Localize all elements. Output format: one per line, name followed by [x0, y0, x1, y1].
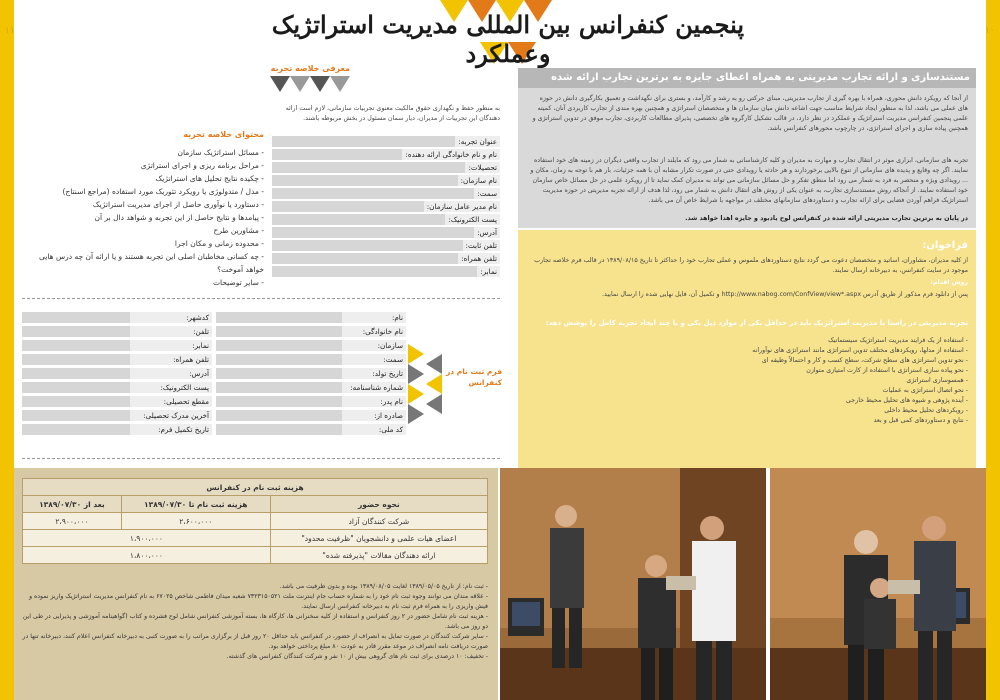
fee-cell: اعضای هیات علمی و دانشجویان "ظرفیت محدود" — [270, 530, 487, 547]
field-label: سازمان: — [342, 340, 406, 351]
field-label: نام: — [342, 312, 406, 323]
fee-cell: شرکت کنندگان آزاد — [270, 513, 487, 530]
position-field[interactable] — [216, 354, 342, 365]
list-item: - سایر توضیحات — [212, 278, 264, 287]
documentation-paragraph-2: تجربه های سازمانی، ابزاری موثر در انتقال تجارب و مهارت به مدیران و کلیه کارشناسانی به شمار می رود که مایلند از تجارب واقعی دیگران در زمینه های خود استفاده نمایند. اگر چه وقایع و پدیده های سازمانی از تنوع بالایی برخوردارند و هر حادثه یا رویدادی حتی در صورت تکرار مشابه آن با همه جزئیات، بار هم با توجه به زمان، مکان و ... رویدادی ویژه و منحصر به فرد به شمار می رود اما منطق تفکر و حل مسائل سازمانی می تواند به مدیران کمک نماید تا از رویکرد علمی در حل مسائل خاص سازمان خود استفاده نمایند. از آنجاکه روش مستندسازی تجارب، به عنوان یکی از روش های انتقال دانش به شمار می رود، لذا هدف از ارائه تجربه مدیریتی در حوزه مدیریت استراتژیک فراهم آوردن فضایی برای ارائه تجارب و دستاوردهای سازمانهای مختلف در مواجهه با شرایط خاص آن می باشد. — [530, 157, 968, 204]
education-field[interactable] — [272, 162, 465, 173]
right-page-edge — [986, 0, 1000, 700]
summary-banner-triangles — [270, 70, 350, 100]
fee-cell: ۱،۸۰۰،۰۰۰ — [23, 547, 271, 564]
registration-column-left — [22, 312, 212, 438]
field-label: کدشهر: — [130, 312, 212, 323]
fee-header-type: نحوه حضور — [270, 496, 487, 513]
list-item: - رویکردهای تحلیل محیط داخلی — [884, 407, 968, 414]
list-item: - همسوسازی استراتژی — [906, 377, 968, 384]
summary-intro: به منظور حفظ و نگهداری حقوق مالکیت معنوی تجربیات سازمانی، لازم است ارائه دهندگان این تجربیات از مدیران، دیار سمان مسئول در بخش مربوطه باشند. — [285, 105, 500, 122]
summary-banner: معرفی خلاصه تجربه — [270, 64, 350, 73]
first-name-field[interactable] — [216, 312, 342, 323]
list-item: - مراحل برنامه ریزی و اجرای استراتژی — [140, 161, 264, 170]
field-label: نام مدیر عامل سازمان: — [424, 201, 500, 212]
divider — [22, 298, 500, 299]
form-date-field[interactable] — [22, 424, 130, 435]
page-number-right: ۱۰ — [985, 26, 995, 36]
mobile-field[interactable] — [22, 354, 130, 365]
fee-header-after: بعد از ۱۳۸۹/۰۷/۳۰ — [23, 496, 122, 513]
father-name-field[interactable] — [216, 396, 342, 407]
ceo-name-field[interactable] — [272, 201, 424, 212]
page-number-left: ۱۱ — [5, 26, 15, 36]
content-heading: محتوای خلاصه تجربه — [183, 130, 264, 139]
field-label: تلفن ثابت: — [463, 240, 500, 251]
registration-column-right — [216, 312, 406, 438]
fee-header-before: هزینه ثبت نام تا ۱۳۸۹/۰۷/۳۰ — [121, 496, 270, 513]
table-row — [23, 513, 488, 530]
email-field[interactable] — [22, 382, 130, 393]
list-item: - مسائل استراتژیک سازمان — [177, 148, 264, 157]
id-number-field[interactable] — [216, 382, 342, 393]
position-field[interactable] — [272, 188, 474, 199]
list-item: - استفاده از یک فرایند مدیریت استراتژیک سیستماتیک — [828, 337, 968, 344]
field-label: تلفن همراه: — [130, 354, 212, 365]
fee-table-title: هزینه ثبت نام در کنفرانس — [23, 479, 488, 496]
field-label: تاریخ تولد: — [342, 368, 406, 379]
field-label: صادره از: — [342, 410, 406, 421]
last-name-field[interactable] — [216, 326, 342, 337]
field-label: پست الکترونیک: — [130, 382, 212, 393]
field-label: کد ملی: — [342, 424, 406, 435]
documentation-paragraph-1: از آنجا که رویکرد دانش محوری، همراه با بهره گیری از تجارب مدیریتی، مبنای حرکتی رو به رشد و کارآمد، و بستری برای نگهداشت و تعمیق بکارگیری دانش در حوزه های عملی می باشد، لذا به منظور ایجاد شرایط مناسب جهت اشاعه دانش میان سازمان ها و متخصصان استراتژی و همچنین بهره مندی از تجارب کاربردی آنان، کمیته علمی پنجمین کنفرانس مدیریت استراتژیک و عملکرد در نظر دارد، در قالب تشکیل کارگروه های تخصصی، پذیرای مطالعات کاربردی، تجارب موفق در تدوین استراتژی و همچنین پیاده سازی و اجرای استراتژی، در چارچوب محورهای کنفرانس باشد. — [532, 95, 968, 132]
field-label: نام خانوادگی: — [342, 326, 406, 337]
experience-title-field[interactable] — [272, 136, 455, 147]
list-item: - نحو تدوین استراتژی های سطح شرکت، سطح کسب و کار و احتمالاً وظیفه ای — [761, 357, 968, 364]
list-item: - آینده پژوهی و شیوه های تحلیل محیط خارجی — [846, 397, 968, 404]
left-page-edge — [0, 0, 14, 700]
divider — [22, 458, 500, 459]
list-item: - چه کسانی مخاطبان اصلی این تجربه هستند و یا ارائه آن چه درس هایی خواهد آموخت؟ — [39, 252, 264, 274]
list-item: - دستاورد یا نوآوری حاصل از اجرای مدیریت استراتژیک — [92, 200, 264, 209]
field-label: تلفن: — [130, 326, 212, 337]
method-text: پس از دانلود فرم مذکور از طریق آدرس http://www.nabog.com/ConfView/view*.aspx و تکمیل آن، فایل نهایی شده را ارسال نمایید. — [602, 291, 968, 298]
organization-field[interactable] — [272, 175, 458, 186]
address-field[interactable] — [22, 368, 130, 379]
last-degree-field[interactable] — [22, 410, 130, 421]
documentation-section — [518, 68, 976, 228]
phone-field[interactable] — [272, 240, 463, 251]
field-label: آخرین مدرک تحصیلی: — [130, 410, 212, 421]
summary-fields — [272, 136, 500, 279]
field-label: تحصیلات: — [465, 162, 500, 173]
fee-note: - ثبت نام: از تاریخ ۱۳۸۹/۰۵/۰۵ لغایت ۱۳۸۹/۰۸/۰۵ بوده و بدون ظرفیت می باشد. — [279, 583, 488, 590]
requirements-list — [528, 336, 968, 426]
requirements-note: تجربه مدیریتی در راستا یا مدیریت استراتژیک باید در حداقل یکی از موارد ذیل یکی و یا چند ایجاد تجربه کامل را پوشش دهد: — [545, 319, 968, 327]
education-level-field[interactable] — [22, 396, 130, 407]
presenter-name-field[interactable] — [272, 149, 402, 160]
registration-banner-triangles — [408, 344, 442, 424]
list-item: - نحو اتصال استراتژی به عملیات — [882, 387, 968, 394]
fee-note: - هزینه ثبت نام شامل حضور در ۲ روز کنفرانس و استفاده از کلیه سخنرانی ها، کارگاه ها، بسته آموزشی کنفرانس شامل لوح فشرده و کتاب (گواهینامه آموزشی و پذیرایی در طی این دو روز می باشد. — [22, 613, 488, 630]
documentation-heading: مستندسازی و ارائه تجارب مدیریتی به همراه اعطای جایزه به برترین تجارب ارائه شده — [551, 72, 970, 83]
award-note: در پایان به برترین تجارب مدیریتی ارائه شده در کنفرانس لوح یادبود و جایزه اهدا خواهد شد. — [685, 215, 968, 222]
list-item: - محدوده زمانی و مکان اجرا — [174, 239, 264, 248]
list-item: - نتایج و دستاوردهای کمی قبل و بعد — [873, 417, 968, 424]
fax-field[interactable] — [22, 340, 130, 351]
list-item: - مشاورین طرح — [213, 226, 264, 235]
address-field[interactable] — [272, 227, 474, 238]
method-label: روش اقدام: — [930, 279, 968, 286]
field-label: نمابر: — [130, 340, 212, 351]
field-label: نام سازمان: — [458, 175, 500, 186]
fee-table — [22, 478, 488, 564]
field-label: تلفن همراه: — [458, 253, 500, 264]
award-photo-left — [500, 468, 766, 700]
fee-cell: ارائه دهندگان مقالات "پذیرفته شده" — [270, 547, 487, 564]
field-label: مقطع تحصیلی: — [130, 396, 212, 407]
fee-cell: ۱،۹۰۰،۰۰۰ — [23, 530, 271, 547]
list-item: - استفاده از مدلها، رویکردهای مختلف تدوین استراتژی مانند استراتژی های نوآورانه — [752, 347, 968, 354]
field-label: شماره شناسنامه: — [342, 382, 406, 393]
page-title: پنجمین کنفرانس بین المللی مدیریت استراتژیک وعملکرد — [271, 10, 745, 68]
field-label: نام پدر: — [342, 396, 406, 407]
list-item: - مدل / متدولوژی یا رویکرد تئوریک مورد استفاده (مراجع اسنتاج) — [62, 187, 264, 196]
field-label: عنوان تجربه: — [455, 136, 500, 147]
list-item: - چکیده نتایج تحلیل های استراتژیک — [155, 174, 264, 183]
list-item: - پیامدها و نتایج حاصل از این تجربه و شواهد دال بر آن — [94, 213, 264, 222]
birth-date-field[interactable] — [216, 368, 342, 379]
registration-banner: فرم ثبت نام در کنفرانس — [445, 367, 502, 387]
field-label: نمابر: — [477, 266, 500, 277]
field-label: نام و نام خانوادگی ارائه دهنده: — [402, 149, 500, 160]
email-field[interactable] — [272, 214, 445, 225]
fee-cell: ۲،۹۰۰،۰۰۰ — [23, 513, 122, 530]
table-row — [23, 530, 488, 547]
call-heading: فراخوان: — [922, 240, 968, 251]
field-label: آدرس: — [474, 227, 500, 238]
city-code-field[interactable] — [22, 312, 130, 323]
fax-field[interactable] — [272, 266, 477, 277]
table-row — [23, 547, 488, 564]
fee-note: - سایر شرکت کنندگان در صورت تمایل به انصراف از حضور، در کنفرانس باید حداقل ۲۰ روز قبل از برگزاری مراتب را به صورت کتبی به دبیرخانه کنفرانس اعلام کنند، دبیرخانه تنها در صورت دریافت نامه انصراف در موعد مقرر قادر به عودت ۸۰ مبلغ پرداختی خواهد بود. — [22, 633, 488, 650]
call-paragraph: از کلیه مدیران، مشاوران، اساتید و متخصصان دعوت می گردد نتایج دستاوردهای ملموس و عملی تجارب خود را حداکثر تا تاریخ ۱۳۸۹/۰۸/۱۵ در قالب فرم خلاصه تجارب موجود در سایت کنفرانس، به دبیرخانه ارسال نمایند. — [534, 257, 968, 274]
fee-note: - تخفیف: ۱۰ درصدی برای ثبت نام های گروهی بیش از ۱۰ نفر و شرکت کنندگان کنفرانس های گذشته. — [226, 653, 488, 660]
list-item: - نحو پیاده سازی استراتژی با استفاده از کارت امتیازی متوازن — [806, 367, 968, 374]
issued-from-field[interactable] — [216, 410, 342, 421]
fee-note: - علاقه مندان می توانند وجوه ثبت نام خود را به شماره حساب جام اینترنت ملت ۷۳۲۳۱۵۰۵۲۱ شعبه میدان فاطمی شاخص ۶۷۰۲۵ به نام کنفرانس مدیریت استراتژیک واریز نموده و فیش واریزی را به همراه فرم ثبت نام به دبیرخانه کنفرانس ارسال نمایند. — [29, 593, 488, 610]
phone-field[interactable] — [22, 326, 130, 337]
national-code-field[interactable] — [216, 424, 342, 435]
mobile-field[interactable] — [272, 253, 458, 264]
field-label: سمت: — [342, 354, 406, 365]
field-label: آدرس: — [130, 368, 212, 379]
content-list — [22, 146, 264, 289]
call-section — [518, 230, 976, 468]
organization-field[interactable] — [216, 340, 342, 351]
fee-cell: ۲،۶۰۰،۰۰۰ — [121, 513, 270, 530]
field-label: پست الکترونیک: — [445, 214, 500, 225]
fee-notes — [22, 582, 488, 662]
field-label: تاریخ تکمیل فرم: — [130, 424, 212, 435]
field-label: سمت: — [474, 188, 500, 199]
award-photo-right — [770, 468, 986, 700]
